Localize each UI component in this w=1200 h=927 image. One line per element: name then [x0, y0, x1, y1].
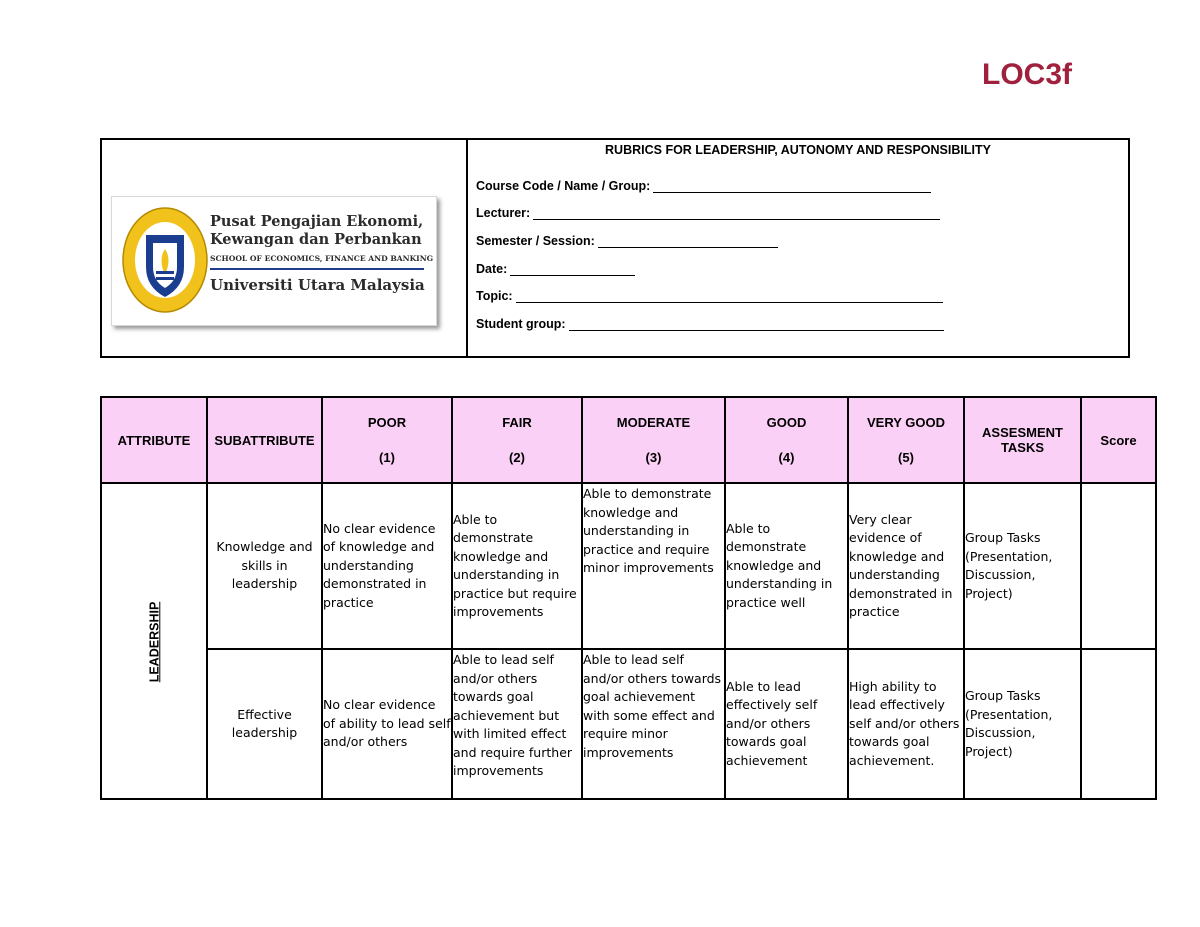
- header-box: [100, 138, 1130, 358]
- col-score: Score: [1081, 397, 1156, 483]
- col-attribute: ATTRIBUTE: [101, 397, 207, 483]
- rubric-title: RUBRICS FOR LEADERSHIP, AUTONOMY AND RESPONSIBILITY: [605, 143, 991, 157]
- descriptor-poor: No clear evidence of knowledge and understanding demonstrated in practice: [322, 483, 452, 649]
- col-assessment-tasks: ASSESMENT TASKS: [964, 397, 1081, 483]
- level-score: (1): [379, 450, 395, 465]
- level-score: (4): [778, 450, 795, 465]
- fill-line[interactable]: [533, 207, 940, 220]
- logo-text: [210, 213, 432, 294]
- level-name: MODERATE: [616, 415, 691, 430]
- table-row: [101, 649, 1156, 799]
- field-label: Topic:: [476, 289, 513, 303]
- subattribute-cell: Effective leadership: [207, 649, 322, 799]
- descriptor-moderate: Able to lead self and/or others towards goal achievement with some effect and require minor improvements: [582, 649, 725, 799]
- fill-line[interactable]: [653, 180, 931, 193]
- attribute-label: LEADERSHIP: [146, 601, 161, 682]
- field-label: Date:: [476, 262, 508, 276]
- subattribute-cell: Knowledge and skills in leadership: [207, 483, 322, 649]
- logo-line-2: Kewangan dan Perbankan: [210, 231, 422, 248]
- descriptor-very-good: Very clear evidence of knowledge and understanding demonstrated in practice: [848, 483, 964, 649]
- field-label: Student group:: [476, 317, 566, 331]
- descriptor-moderate: Able to demonstrate knowledge and understanding in practice and require minor improvements: [582, 483, 725, 649]
- document-code: LOC3f: [982, 58, 1072, 91]
- col-very-good: [848, 397, 964, 483]
- course-info-cell: [468, 140, 1128, 356]
- logo-line-4: Universiti Utara Malaysia: [210, 276, 425, 294]
- level-score: (5): [898, 450, 914, 465]
- level-name: GOOD: [766, 415, 807, 430]
- logo-line-1: Pusat Pengajian Ekonomi,: [210, 213, 424, 230]
- lecturer-field[interactable]: [476, 206, 940, 220]
- fill-line[interactable]: [598, 235, 778, 248]
- level-name: VERY GOOD: [866, 415, 946, 430]
- level-score: (2): [509, 450, 525, 465]
- fill-line[interactable]: [516, 290, 943, 303]
- field-label: Lecturer:: [476, 206, 531, 220]
- col-poor: [322, 397, 452, 483]
- logo-cell: [102, 140, 468, 356]
- col-moderate: [582, 397, 725, 483]
- score-cell[interactable]: [1081, 483, 1156, 649]
- logo-line-3: SCHOOL OF ECONOMICS, FINANCE AND BANKING: [210, 254, 434, 263]
- fill-line[interactable]: [569, 318, 944, 331]
- score-cell[interactable]: [1081, 649, 1156, 799]
- col-fair: [452, 397, 582, 483]
- table-row: [101, 483, 1156, 649]
- university-logo: [111, 196, 437, 326]
- descriptor-good: Able to lead effectively self and/or others towards goal achievement: [725, 649, 848, 799]
- field-label: Course Code / Name / Group:: [476, 179, 651, 193]
- header-row: [101, 397, 1156, 483]
- semester-field[interactable]: [476, 234, 778, 248]
- assessment-tasks-cell: Group Tasks (Presentation, Discussion, Project): [964, 649, 1081, 799]
- col-good: [725, 397, 848, 483]
- attribute-cell: [101, 483, 207, 799]
- descriptor-fair: Able to lead self and/or others towards goal achievement but with limited effect and require further improvements: [452, 649, 582, 799]
- course-code-field[interactable]: [476, 179, 931, 193]
- assessment-tasks-cell: Group Tasks (Presentation, Discussion, Project): [964, 483, 1081, 649]
- topic-field[interactable]: [476, 289, 943, 303]
- descriptor-poor: No clear evidence of ability to lead self and/or others: [322, 649, 452, 799]
- university-seal-icon: [120, 205, 210, 315]
- descriptor-good: Able to demonstrate knowledge and understanding in practice well: [725, 483, 848, 649]
- field-label: Semester / Session:: [476, 234, 595, 248]
- date-field[interactable]: [476, 262, 635, 276]
- fill-line[interactable]: [510, 263, 635, 276]
- rubric-table: [100, 396, 1157, 800]
- level-name: POOR: [367, 415, 407, 430]
- student-group-field[interactable]: [476, 317, 944, 331]
- level-name: FAIR: [502, 415, 532, 430]
- col-subattribute: SUBATTRIBUTE: [207, 397, 322, 483]
- level-score: (3): [645, 450, 662, 465]
- descriptor-very-good: High ability to lead effectively self and/or others towards goal achievement.: [848, 649, 964, 799]
- logo-divider: [210, 268, 424, 270]
- descriptor-fair: Able to demonstrate knowledge and understanding in practice but require improvements: [452, 483, 582, 649]
